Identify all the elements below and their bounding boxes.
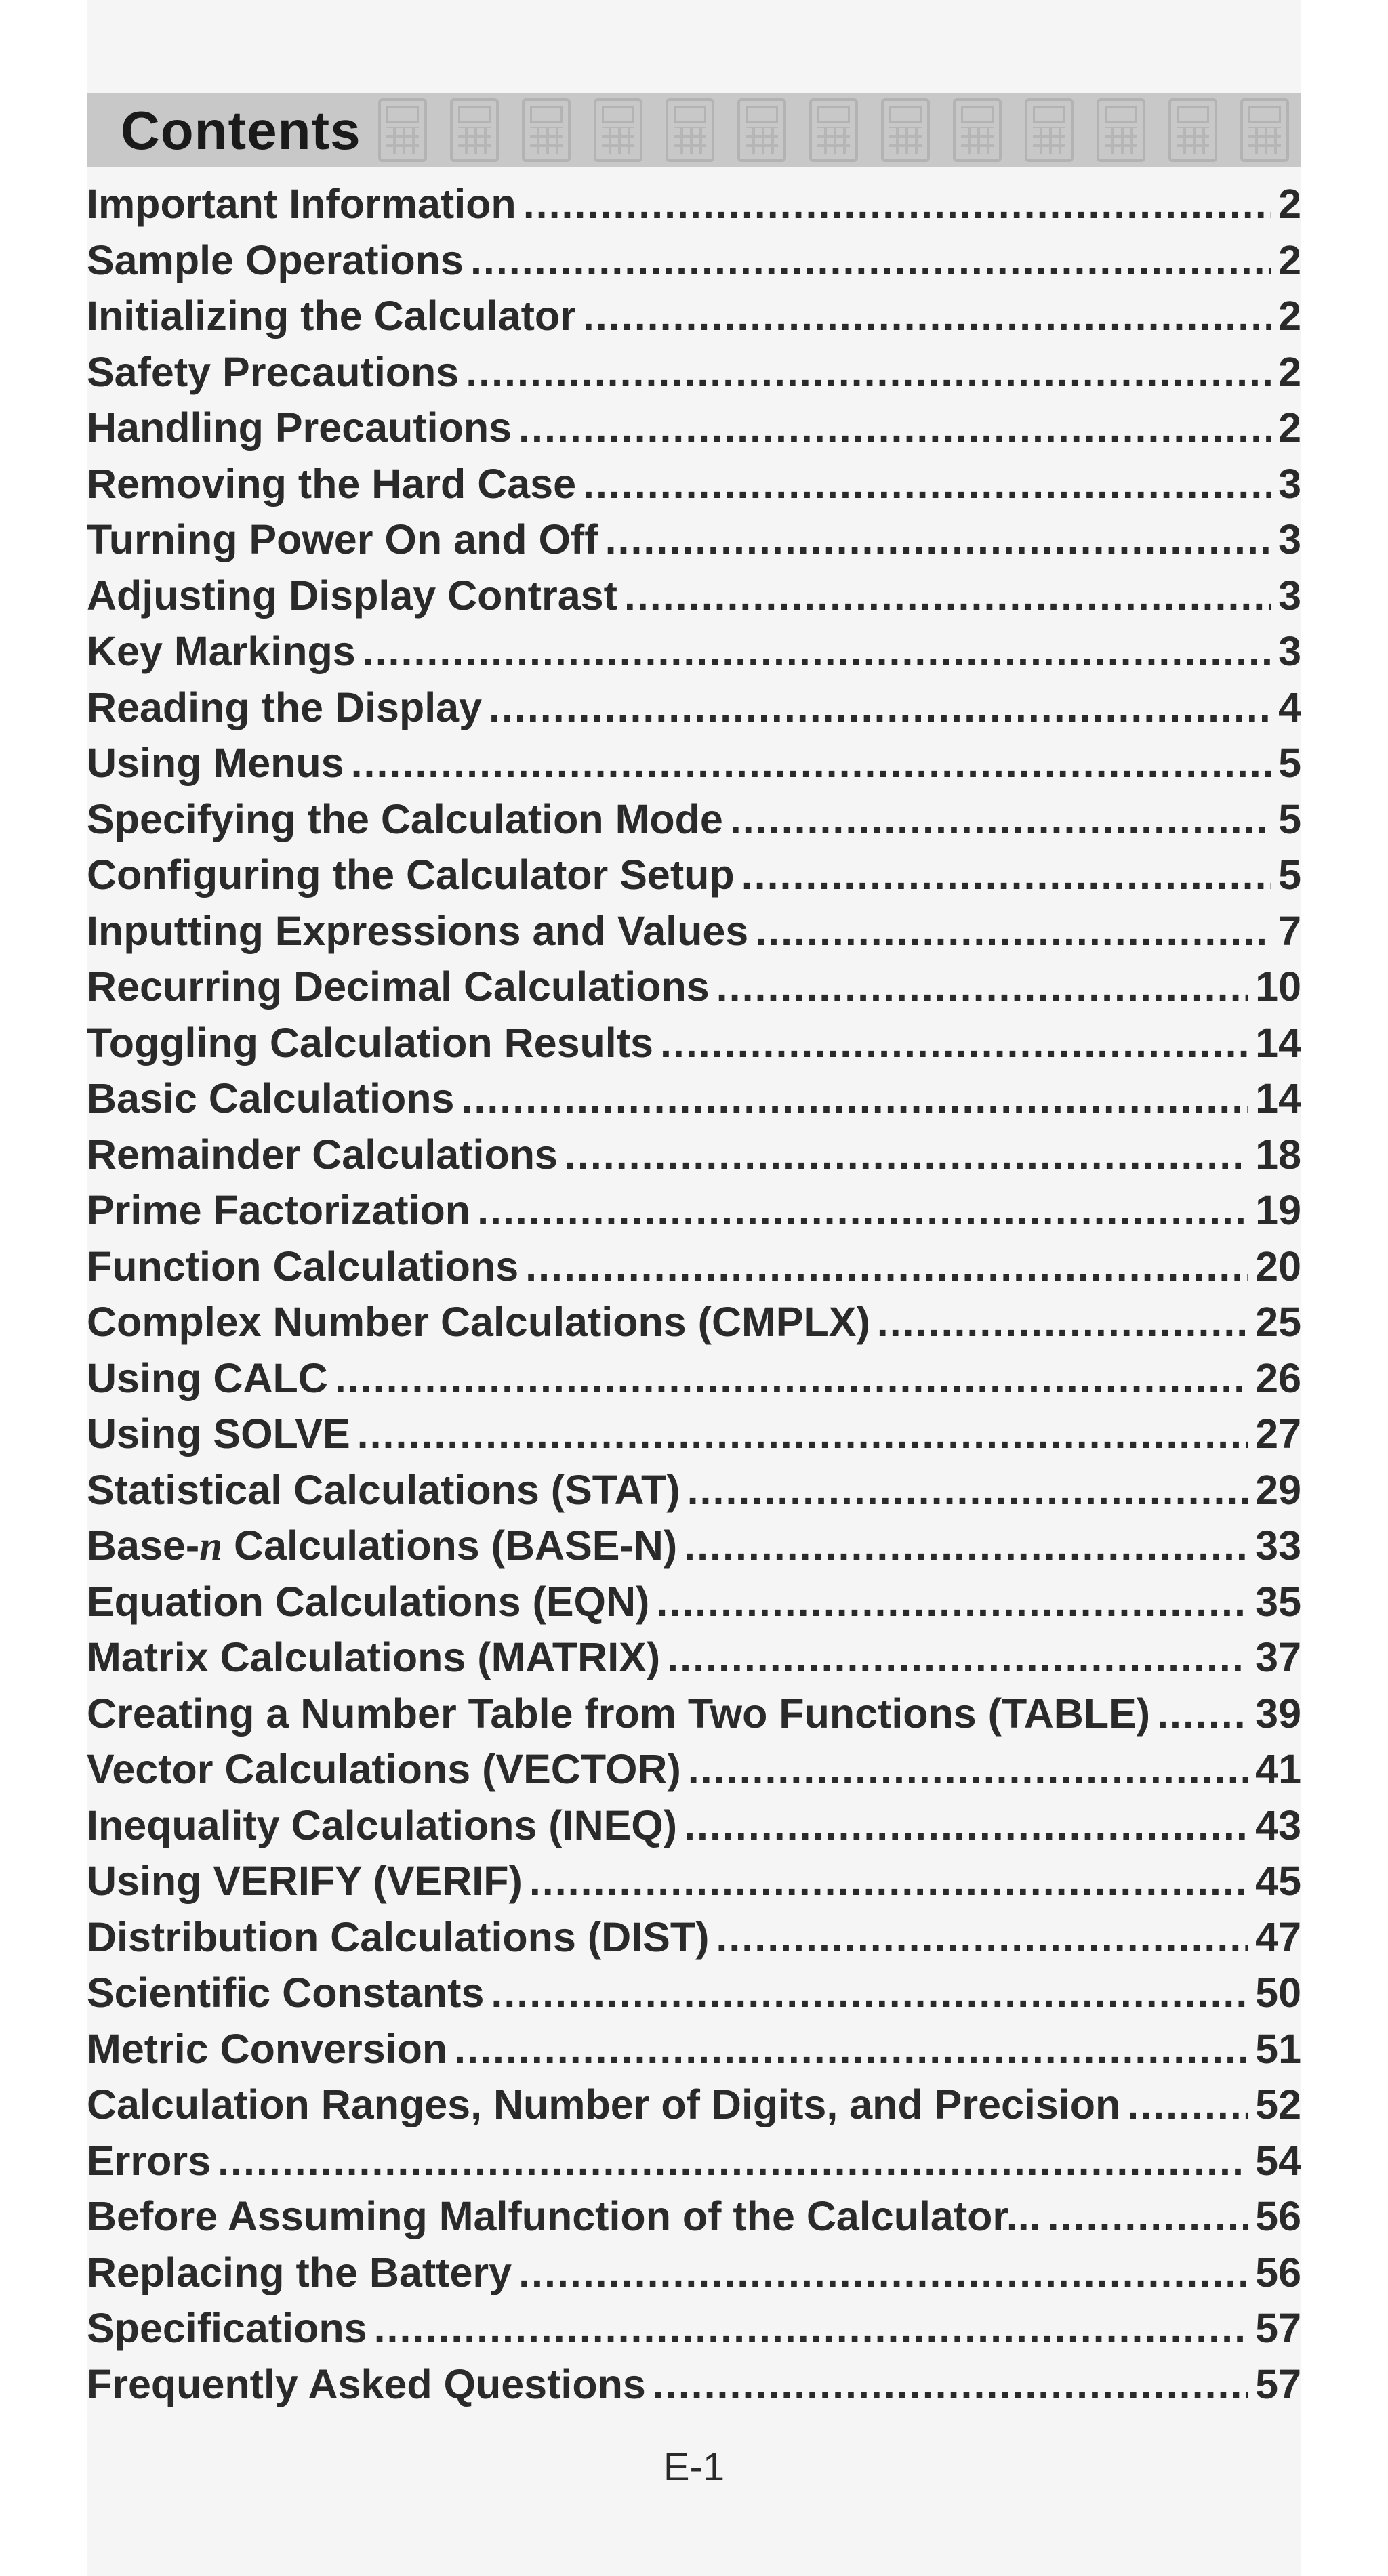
toc-entry[interactable] [87, 2304, 1301, 2361]
toc-entry[interactable] [87, 1969, 1301, 2025]
toc-entry-label: Using Menus [87, 740, 344, 786]
toc-entry-label-italic: n [199, 1524, 223, 1569]
calculator-icon [666, 98, 714, 162]
toc-entry[interactable] [87, 739, 1301, 795]
toc-entry-page: 14 [1255, 1019, 1301, 1066]
calculator-icon [737, 98, 786, 162]
toc-entry-label: Using VERIFY (VERIF) [87, 1858, 523, 1904]
toc-entry[interactable] [87, 1634, 1301, 1690]
toc-entry-page: 4 [1278, 684, 1301, 730]
toc-entry-page: 18 [1255, 1131, 1301, 1178]
toc-dot-leader [688, 1745, 1248, 1793]
toc-dot-leader [491, 1969, 1248, 2016]
toc-entry[interactable] [87, 2249, 1301, 2305]
toc-entry[interactable] [87, 2193, 1301, 2249]
toc-entry-page: 2 [1278, 404, 1301, 451]
toc-entry-page: 2 [1278, 236, 1301, 283]
toc-entry[interactable] [87, 348, 1301, 404]
toc-dot-leader [565, 1131, 1248, 1178]
toc-dot-leader [716, 1913, 1248, 1961]
toc-dot-leader [583, 292, 1271, 339]
toc-dot-leader [477, 1186, 1248, 1234]
calculator-icon [809, 98, 858, 162]
toc-entry-label: Scientific Constants [87, 1970, 485, 2016]
toc-dot-leader [583, 460, 1271, 507]
toc-entry-page: 56 [1255, 2249, 1301, 2295]
toc-entry-label: Prime Factorization [87, 1187, 471, 1233]
toc-entry[interactable] [87, 1522, 1301, 1578]
contents-banner [87, 93, 1301, 167]
toc-dot-leader [877, 1298, 1248, 1346]
toc-entry-page: 3 [1278, 628, 1301, 674]
toc-entry[interactable] [87, 1131, 1301, 1187]
toc-entry-page: 29 [1255, 1466, 1301, 1513]
toc-entry-page: 37 [1255, 1634, 1301, 1680]
toc-entry[interactable] [87, 2025, 1301, 2081]
toc-entry-label: Complex Number Calculations (CMPLX) [87, 1299, 870, 1345]
toc-entry[interactable] [87, 1354, 1301, 1411]
toc-entry-label: Statistical Calculations (STAT) [87, 1466, 680, 1513]
toc-entry-page: 39 [1255, 1690, 1301, 1737]
toc-entry-label: Removing the Hard Case [87, 460, 577, 507]
toc-entry[interactable] [87, 1019, 1301, 1075]
toc-dot-leader [730, 795, 1271, 843]
toc-entry[interactable] [87, 236, 1301, 293]
toc-entry-label: Matrix Calculations (MATRIX) [87, 1634, 661, 1680]
toc-entry[interactable] [87, 1578, 1301, 1634]
toc-dot-leader [374, 2304, 1249, 2352]
toc-entry[interactable] [87, 851, 1301, 907]
toc-entry-label: Equation Calculations (EQN) [87, 1578, 650, 1625]
toc-entry-page: 5 [1278, 852, 1301, 898]
toc-dot-leader [518, 2249, 1248, 2296]
toc-entry[interactable] [87, 627, 1301, 684]
toc-entry-label [87, 1522, 677, 1571]
toc-entry[interactable] [87, 1913, 1301, 1970]
toc-dot-leader [741, 851, 1271, 898]
toc-entry[interactable] [87, 684, 1301, 740]
toc-entry[interactable] [87, 2361, 1301, 2417]
toc-entry-label: Handling Precautions [87, 404, 512, 451]
toc-entry-page: 25 [1255, 1299, 1301, 1345]
toc-dot-leader [1127, 2081, 1248, 2128]
toc-dot-leader [1048, 2193, 1248, 2240]
toc-entry-label: Key Markings [87, 628, 356, 674]
toc-dot-leader [351, 739, 1271, 787]
toc-entry-label: Specifications [87, 2305, 367, 2351]
toc-entry[interactable] [87, 1745, 1301, 1802]
toc-entry-label: Using CALC [87, 1354, 328, 1401]
toc-entry[interactable] [87, 2137, 1301, 2193]
toc-entry[interactable] [87, 1466, 1301, 1522]
calculator-icon [1025, 98, 1074, 162]
toc-dot-leader [716, 963, 1248, 1010]
page-number: E-1 [663, 2445, 725, 2489]
toc-entry-label: Toggling Calculation Results [87, 1019, 653, 1066]
calculator-icon [522, 98, 571, 162]
toc-entry-page: 35 [1255, 1578, 1301, 1625]
toc-entry-label: Safety Precautions [87, 348, 460, 395]
toc-entry-page: 45 [1255, 1858, 1301, 1904]
toc-dot-leader [656, 1578, 1248, 1625]
toc-entry-label: Vector Calculations (VECTOR) [87, 1746, 681, 1792]
toc-dot-leader [667, 1634, 1248, 1681]
toc-dot-leader [518, 404, 1271, 451]
toc-entry[interactable] [87, 1857, 1301, 1913]
toc-entry[interactable] [87, 1802, 1301, 1858]
toc-entry-page: 52 [1255, 2081, 1301, 2127]
toc-entry-label: Metric Conversion [87, 2025, 448, 2072]
toc-entry-page: 20 [1255, 1243, 1301, 1289]
toc-entry-page: 27 [1255, 1411, 1301, 1457]
calculator-icon [1168, 98, 1217, 162]
toc-dot-leader [529, 1857, 1248, 1905]
toc-entry-page: 33 [1255, 1522, 1301, 1569]
calculator-icon [378, 98, 427, 162]
page-title: Contents [121, 100, 361, 161]
toc-entry-label: Using SOLVE [87, 1411, 350, 1457]
toc-entry[interactable] [87, 1186, 1301, 1243]
toc-entry-label: Sample Operations [87, 236, 464, 283]
toc-entry-label: Basic Calculations [87, 1075, 455, 1121]
toc-entry-page: 5 [1278, 795, 1301, 842]
calculator-icon [953, 98, 1002, 162]
toc-dot-leader [624, 572, 1271, 619]
toc-entry-page: 41 [1255, 1746, 1301, 1792]
toc-dot-leader [466, 348, 1271, 396]
calculator-icon [594, 98, 642, 162]
toc-entry-page: 3 [1278, 460, 1301, 507]
toc-entry-page: 26 [1255, 1354, 1301, 1401]
toc-entry[interactable] [87, 2081, 1301, 2137]
toc-dot-leader [525, 1243, 1248, 1290]
toc-entry-label: Inputting Expressions and Values [87, 907, 749, 954]
toc-dot-leader [687, 1466, 1249, 1514]
toc-entry-page: 2 [1278, 181, 1301, 227]
toc-entry-label: Remainder Calculations [87, 1131, 558, 1178]
toc-entry-label: Configuring the Calculator Setup [87, 852, 735, 898]
toc-entry-label: Calculation Ranges, Number of Digits, and Precision [87, 2081, 1121, 2127]
toc-entry-page: 56 [1255, 2193, 1301, 2239]
toc-entry-label-prefix: Base- [87, 1522, 200, 1569]
toc-entry-label: Distribution Calculations (DIST) [87, 1913, 710, 1960]
toc-dot-leader [605, 516, 1272, 563]
table-of-contents [87, 180, 1301, 2416]
toc-entry[interactable] [87, 1075, 1301, 1131]
toc-dot-leader [523, 180, 1271, 228]
toc-entry-page: 7 [1278, 907, 1301, 954]
toc-dot-leader [470, 236, 1271, 284]
toc-dot-leader [489, 684, 1271, 731]
toc-entry-page: 3 [1278, 516, 1301, 562]
calculator-icon [450, 98, 499, 162]
toc-entry[interactable] [87, 907, 1301, 963]
toc-entry[interactable] [87, 1243, 1301, 1299]
toc-entry-page: 47 [1255, 1913, 1301, 1960]
toc-dot-leader [454, 2025, 1248, 2073]
toc-entry-page: 10 [1255, 963, 1301, 1010]
toc-entry-label: Errors [87, 2137, 211, 2184]
toc-entry-page: 2 [1278, 348, 1301, 395]
toc-entry[interactable] [87, 180, 1301, 236]
toc-entry-label: Creating a Number Table from Two Functions (TABLE) [87, 1690, 1151, 1737]
toc-entry-page: 14 [1255, 1075, 1301, 1121]
toc-entry[interactable] [87, 963, 1301, 1019]
toc-entry[interactable] [87, 572, 1301, 628]
toc-entry[interactable] [87, 1410, 1301, 1466]
toc-dot-leader [660, 1019, 1248, 1066]
toc-entry-page: 3 [1278, 572, 1301, 619]
toc-entry-page: 5 [1278, 740, 1301, 786]
toc-entry-label: Function Calculations [87, 1243, 519, 1289]
toc-entry-label: Initializing the Calculator [87, 293, 576, 339]
toc-entry-label: Before Assuming Malfunction of the Calculator... [87, 2193, 1041, 2239]
toc-entry-page: 50 [1255, 1970, 1301, 2016]
toc-dot-leader [755, 907, 1271, 955]
toc-dot-leader [335, 1354, 1248, 1402]
toc-entry-label: Replacing the Battery [87, 2249, 512, 2295]
calculator-icon [1240, 98, 1289, 162]
toc-entry[interactable] [87, 1298, 1301, 1354]
toc-dot-leader [218, 2137, 1248, 2184]
toc-entry-page: 2 [1278, 293, 1301, 339]
toc-entry-page: 51 [1255, 2025, 1301, 2072]
toc-entry-page: 57 [1255, 2305, 1301, 2351]
toc-entry-page: 57 [1255, 2361, 1301, 2407]
toc-entry[interactable] [87, 460, 1301, 516]
toc-dot-leader [1157, 1690, 1248, 1737]
toc-dot-leader [684, 1522, 1248, 1569]
toc-entry-label: Adjusting Display Contrast [87, 572, 617, 619]
toc-dot-leader [684, 1802, 1248, 1849]
toc-entry-label: Specifying the Calculation Mode [87, 795, 723, 842]
toc-dot-leader [461, 1075, 1248, 1122]
toc-entry-label: Recurring Decimal Calculations [87, 963, 710, 1010]
toc-entry-label: Frequently Asked Questions [87, 2361, 646, 2407]
toc-entry-page: 54 [1255, 2137, 1301, 2184]
toc-entry-label: Important Information [87, 181, 516, 227]
toc-dot-leader [357, 1410, 1249, 1457]
toc-entry[interactable] [87, 795, 1301, 852]
toc-entry-page: 43 [1255, 1802, 1301, 1848]
toc-entry-page: 19 [1255, 1187, 1301, 1233]
calculator-pattern [371, 93, 1301, 167]
toc-entry[interactable] [87, 292, 1301, 348]
calculator-icon [881, 98, 930, 162]
toc-entry-label: Reading the Display [87, 684, 483, 730]
toc-entry[interactable] [87, 1690, 1301, 1746]
toc-dot-leader [653, 2361, 1248, 2408]
toc-entry-label: Turning Power On and Off [87, 516, 598, 562]
calculator-icon [1097, 98, 1145, 162]
toc-entry-label: Inequality Calculations (INEQ) [87, 1802, 678, 1848]
toc-dot-leader [363, 627, 1271, 675]
toc-entry[interactable] [87, 404, 1301, 460]
toc-entry-label-suffix: Calculations (BASE-N) [222, 1522, 678, 1569]
toc-entry[interactable] [87, 516, 1301, 572]
